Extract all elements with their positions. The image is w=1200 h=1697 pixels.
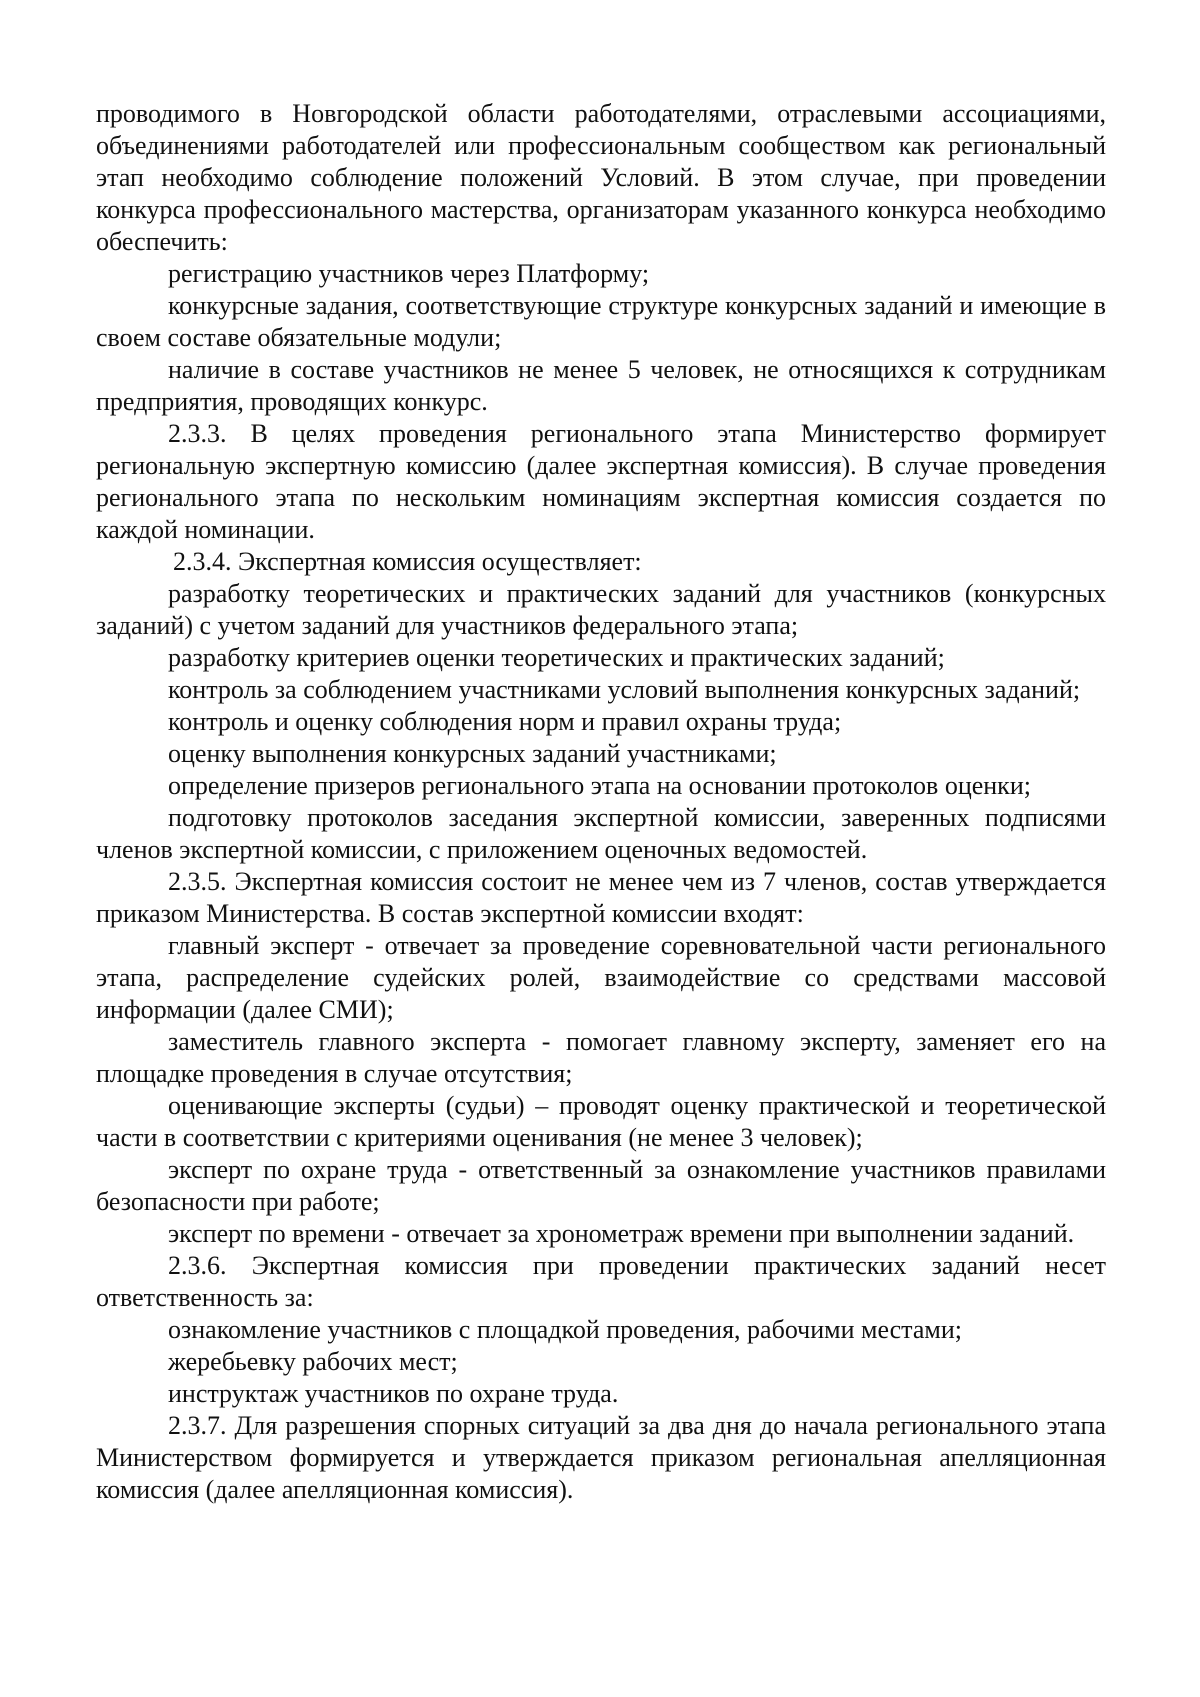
paragraph: инструктаж участников по охране труда.: [168, 1379, 619, 1408]
paragraph: регистрацию участников через Платформу;: [168, 259, 650, 288]
section-2-3-5: 2.3.5. Экспертная комиссия состоит не менее чем из 7 членов, состав утверждается приказом Министерства. В состав экспертной комиссии входят:: [96, 867, 1106, 928]
paragraph: эксперт по времени - отвечает за хронометраж времени при выполнении заданий.: [168, 1219, 1075, 1248]
section-2-3-3: 2.3.3. В целях проведения регионального этапа Министерство формирует региональную экспертную комиссию (далее экспертная комиссия). В случае проведения регионального этапа по нескольким номинациям экспертная комиссия создается по каждой номинации.: [96, 419, 1106, 544]
paragraph-continuation: проводимого в Новгородской области работодателями, отраслевыми ассоциациями, объединениями работодателей или профессиональным сообществом как региональный этап необходимо соблюдение положений Условий. В этом случае, при проведении конкурса профессионального мастерства, организаторам указанного конкурса необходимо обеспечить:: [96, 99, 1106, 256]
paragraph: наличие в составе участников не менее 5 человек, не относящихся к сотрудникам предприятия, проводящих конкурс.: [96, 355, 1106, 416]
paragraph: ознакомление участников с площадкой проведения, рабочими местами;: [168, 1315, 962, 1344]
paragraph: разработку теоретических и практических заданий для участников (конкурсных заданий) с учетом заданий для участников федерального этапа;: [96, 579, 1106, 640]
section-2-3-6: 2.3.6. Экспертная комиссия при проведении практических заданий несет ответственность за:: [96, 1251, 1106, 1312]
paragraph: оценивающие эксперты (судьи) – проводят оценку практической и теоретической части в соответствии с критериями оценивания (не менее 3 человек);: [96, 1091, 1106, 1152]
paragraph: контроль и оценку соблюдения норм и правил охраны труда;: [168, 707, 842, 736]
paragraph: конкурсные задания, соответствующие структуре конкурсных заданий и имеющие в своем составе обязательные модули;: [96, 291, 1106, 352]
paragraph: контроль за соблюдением участниками условий выполнения конкурсных заданий;: [168, 675, 1081, 704]
paragraph: подготовку протоколов заседания экспертной комиссии, заверенных подписями членов экспертной комиссии, с приложением оценочных ведомостей.: [96, 803, 1106, 864]
paragraph: эксперт по охране труда - ответственный за ознакомление участников правилами безопасности при работе;: [96, 1155, 1106, 1216]
paragraph: заместитель главного эксперта - помогает главному эксперту, заменяет его на площадке проведения в случае отсутствия;: [96, 1027, 1106, 1088]
paragraph: жеребьевку рабочих мест;: [168, 1347, 458, 1376]
document-page: [96, 98, 1106, 1506]
section-2-3-7: 2.3.7. Для разрешения спорных ситуаций за два дня до начала регионального этапа Министерством формируется и утверждается приказом региональная апелляционная комиссия (далее апелляционная комиссия).: [96, 1411, 1106, 1504]
paragraph: оценку выполнения конкурсных заданий участниками;: [168, 739, 777, 768]
paragraph: определение призеров регионального этапа на основании протоколов оценки;: [168, 771, 1031, 800]
paragraph: разработку критериев оценки теоретических и практических заданий;: [168, 643, 945, 672]
section-2-3-4: 2.3.4. Экспертная комиссия осуществляет:: [173, 547, 642, 576]
paragraph: главный эксперт - отвечает за проведение соревновательной части регионального этапа, распределение судейских ролей, взаимодействие со средствами массовой информации (далее СМИ);: [96, 931, 1106, 1024]
